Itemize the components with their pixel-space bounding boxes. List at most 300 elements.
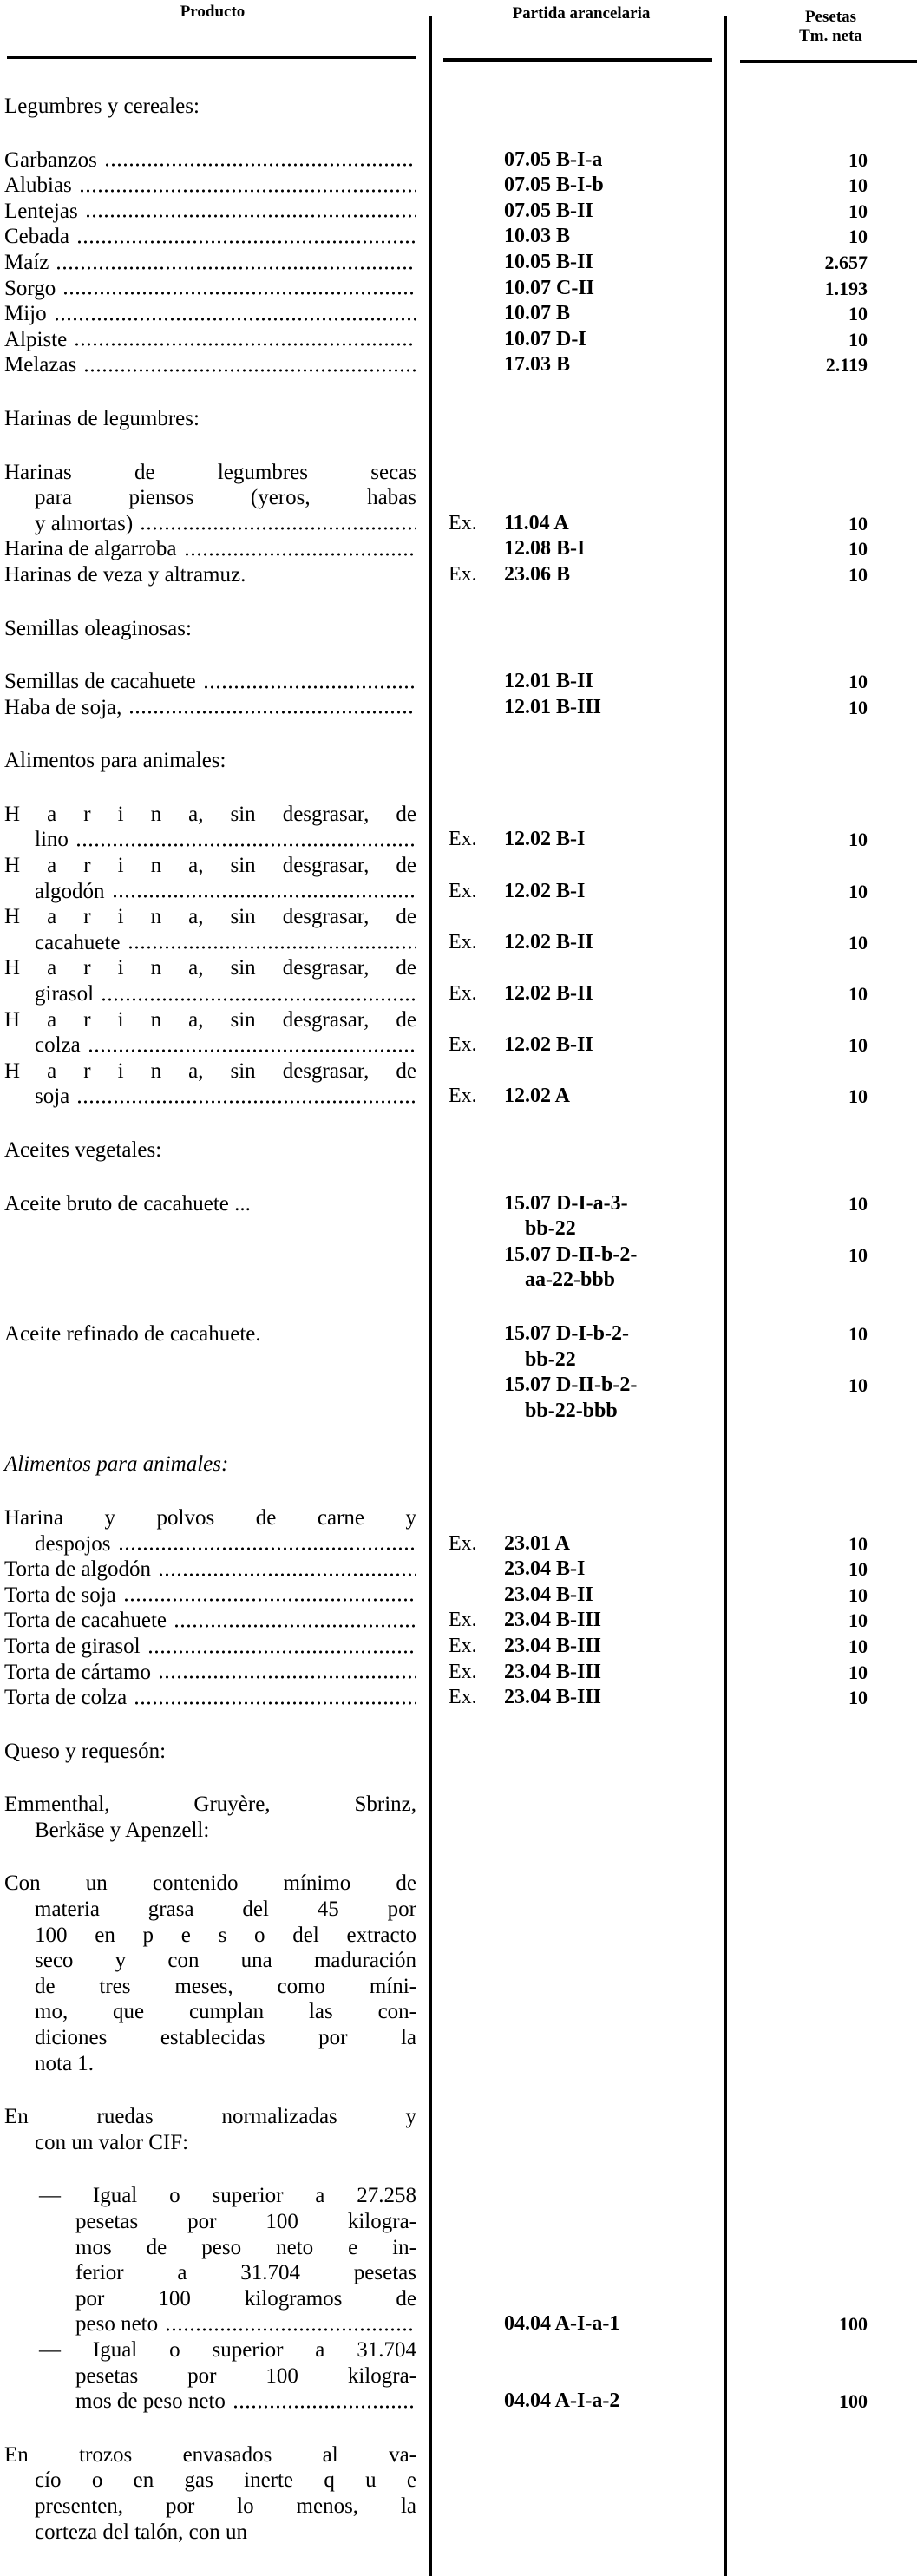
tariff-code-line (449, 511, 724, 537)
tariff-code-cell (416, 853, 724, 904)
tariff-code: 12.01 B-II (504, 670, 593, 693)
product-line (4, 224, 416, 250)
pesetas-value: 10 (848, 880, 868, 902)
table-row (0, 562, 917, 588)
section-heading: Harinas de legumbres: (4, 406, 200, 430)
product-line: pesetas por 100 kilogra- (75, 2210, 416, 2233)
tariff-code-cell (416, 802, 724, 853)
table-row (0, 955, 917, 1006)
product-line: 100 en p e s o del extracto (35, 1923, 416, 1947)
pesetas-cell (724, 1685, 868, 1711)
ex-prefix: Ex. (449, 1660, 477, 1683)
tariff-code-line (449, 224, 724, 250)
product-cell (0, 1557, 416, 1583)
tariff-code-line (449, 250, 724, 276)
pesetas-value: 10 (848, 538, 868, 560)
tariff-code: bb-22 (525, 1217, 576, 1241)
pesetas-cell (724, 2337, 868, 2415)
tariff-code: 07.05 B-II (504, 199, 593, 222)
table-row (0, 802, 917, 853)
product-cell (0, 853, 416, 904)
pesetas-value: 10 (848, 1558, 868, 1581)
entry-group (0, 2183, 917, 2414)
table-row (0, 301, 917, 327)
tariff-code-line (449, 669, 724, 695)
product-line: Con un contenido mínimo de (4, 1871, 416, 1896)
dot-leader (54, 301, 416, 327)
tariff-code-cell (416, 1685, 724, 1711)
product-text: Torta de algodón (4, 1557, 152, 1582)
table-body (0, 94, 917, 2545)
pesetas-cell (724, 1792, 868, 1843)
tariff-code-cell (416, 352, 724, 378)
dot-leader (134, 1685, 416, 1711)
ex-prefix: Ex. (449, 1085, 477, 1108)
pesetas-value: 10 (848, 303, 868, 325)
pesetas-value: 10 (848, 512, 868, 534)
product-line (4, 981, 416, 1007)
pesetas-value: 1.193 (824, 277, 868, 299)
pesetas-value: 10 (848, 1583, 868, 1606)
table-row (0, 1191, 917, 1294)
table-row (0, 173, 917, 199)
tariff-code: bb-22 (525, 1347, 576, 1371)
product-cell (0, 1059, 416, 1110)
tariff-code-cell (416, 1583, 724, 1609)
table-row (0, 669, 917, 695)
product-text: Torta de cártamo (4, 1660, 151, 1684)
pesetas-cell (724, 562, 868, 588)
tariff-code: 23.04 B-III (504, 1686, 602, 1709)
product-line (4, 199, 416, 225)
product-line: con un valor CIF: (35, 2130, 189, 2154)
pesetas-cell (724, 955, 868, 1006)
ex-prefix: Ex. (449, 1531, 477, 1555)
dot-leader (76, 224, 416, 250)
tariff-code: 12.02 B-I (504, 879, 586, 902)
tariff-code: 04.04 A-I-a-2 (504, 2389, 620, 2413)
dot-leader (128, 695, 416, 721)
pesetas-cell (724, 460, 868, 537)
dot-leader (123, 1583, 416, 1609)
product-cell (0, 276, 416, 302)
product-cell (0, 562, 416, 588)
pesetas-cell (724, 301, 868, 327)
tariff-code-cell (416, 301, 724, 327)
pesetas-value: 10 (848, 983, 868, 1006)
product-text: Cebada (4, 225, 69, 249)
product-cell (0, 327, 416, 353)
header-rule-1 (7, 56, 416, 59)
table-row (0, 695, 917, 721)
ex-prefix: Ex. (449, 1634, 477, 1657)
pesetas-value: 10 (848, 1635, 868, 1657)
tariff-code-line (449, 1608, 724, 1634)
product-line: ferior a 31.704 pesetas (75, 2261, 416, 2285)
tariff-code-cell (416, 2183, 724, 2337)
tariff-code-line (449, 1084, 724, 1110)
tariff-code-cell (416, 695, 724, 721)
table-row (0, 2104, 917, 2155)
product-cell (0, 1007, 416, 1059)
product-cell (0, 147, 416, 174)
pesetas-value: 10 (848, 829, 868, 851)
tariff-code: 12.02 B-I (504, 828, 586, 851)
dot-leader (74, 327, 416, 353)
pesetas-cell (724, 224, 868, 250)
dot-leader (83, 352, 416, 378)
tariff-code: 23.01 A (504, 1531, 571, 1555)
tariff-code-cell (416, 1792, 724, 1843)
tariff-code-line (449, 1321, 724, 1347)
table-row (0, 2183, 917, 2337)
product-line: cío o en gas inerte q u e (35, 2468, 416, 2493)
tariff-code: 23.04 B-I (504, 1557, 586, 1581)
tariff-code-cell (416, 1321, 724, 1424)
product-cell (0, 536, 416, 562)
product-line (4, 1531, 416, 1557)
dot-leader (174, 1608, 416, 1634)
tariff-code-line (449, 536, 724, 562)
tariff-code-line (449, 1660, 724, 1686)
tariff-code-line (449, 327, 724, 353)
table-row (0, 327, 917, 353)
entry-group (0, 802, 917, 1110)
table-header (0, 0, 917, 66)
product-line: H a r i n a, sin desgrasar, de (4, 854, 416, 878)
tariff-code: 23.04 B-II (504, 1583, 593, 1606)
product-line (4, 511, 416, 537)
product-line (4, 669, 416, 695)
pesetas-value: 10 (848, 1661, 868, 1683)
tariff-code-cell (416, 460, 724, 537)
tariff-code: 10.05 B-II (504, 250, 593, 273)
product-text: Alpiste (4, 327, 68, 351)
tariff-code: 11.04 A (504, 511, 569, 534)
product-cell (0, 1321, 416, 1424)
product-text: Lentejas (4, 199, 78, 223)
dot-leader (233, 2389, 416, 2415)
tariff-code-line (449, 695, 724, 721)
dot-leader (184, 536, 417, 562)
tariff-code: aa-22-bbb (525, 1268, 616, 1292)
product-line: diciones establecidas por la (35, 2026, 416, 2050)
entry-group (0, 1792, 917, 1843)
tariff-code-line (449, 1557, 724, 1583)
product-line (4, 1685, 416, 1711)
pesetas-value: 10 (848, 174, 868, 197)
product-line: H a r i n a, sin desgrasar, de (4, 905, 416, 929)
entry-group (0, 2442, 917, 2545)
pesetas-cell (724, 1505, 868, 1557)
table-row (0, 1634, 917, 1660)
tariff-code-line (449, 173, 724, 199)
header-rule-3 (740, 60, 917, 63)
tariff-code: 10.07 B (504, 302, 571, 325)
product-cell (0, 460, 416, 537)
product-line (4, 352, 416, 378)
table-row (0, 1685, 917, 1711)
product-text: Garbanzos (4, 147, 97, 172)
product-cell (0, 1685, 416, 1711)
pesetas-cell (724, 2442, 868, 2545)
tariff-code-line (449, 1399, 724, 1425)
tariff-code-cell (416, 250, 724, 276)
ex-prefix: Ex. (449, 828, 477, 851)
tariff-code: 10.07 D-I (504, 327, 586, 351)
table-row (0, 199, 917, 225)
product-text: Torta de girasol (4, 1634, 141, 1658)
table-row (0, 1792, 917, 1843)
product-line: En trozos envasados al va- (4, 2442, 416, 2467)
pesetas-cell (724, 1871, 868, 2076)
dot-leader (79, 173, 416, 199)
pesetas-cell (724, 1321, 868, 1424)
tariff-code-cell (416, 199, 724, 225)
entry-group (0, 1191, 917, 1294)
product-cell (0, 1792, 416, 1843)
product-line (4, 1583, 416, 1609)
product-line (4, 1557, 416, 1583)
pesetas-value: 10 (848, 1192, 868, 1215)
dot-leader (56, 250, 416, 276)
pesetas-value: 10 (848, 200, 868, 222)
product-line: Harinas de legumbres secas (4, 460, 416, 484)
product-text: Torta de soja (4, 1583, 116, 1607)
pesetas-value: 10 (848, 1609, 868, 1632)
product-line (4, 930, 416, 956)
dot-leader (203, 669, 416, 695)
pesetas-cell (724, 147, 868, 174)
pesetas-value: 10 (848, 1085, 868, 1108)
product-cell (0, 2442, 416, 2545)
table-row (0, 1583, 917, 1609)
tariff-code: 12.02 B-II (504, 930, 593, 954)
pesetas-cell (724, 173, 868, 199)
tariff-code-line (449, 879, 724, 905)
pesetas-cell (724, 904, 868, 955)
dot-leader (147, 1634, 416, 1660)
tariff-code-cell (416, 1634, 724, 1660)
table-row (0, 147, 917, 174)
product-line: Aceite bruto de cacahuete ... (4, 1191, 251, 1216)
pesetas-value: 2.657 (824, 251, 868, 273)
tariff-code: 15.07 D-I-b-2- (504, 1321, 629, 1345)
tariff-code: 12.02 B-II (504, 1033, 593, 1057)
entry-group (0, 1871, 917, 2076)
tariff-code-line (449, 2389, 724, 2415)
product-line (4, 827, 416, 853)
product-line (4, 879, 416, 905)
ex-prefix: Ex. (449, 1033, 477, 1057)
dot-leader (140, 511, 416, 537)
product-line (4, 147, 416, 174)
product-line: H a r i n a, sin desgrasar, de (4, 1059, 416, 1083)
pesetas-value: 10 (848, 1243, 868, 1266)
tariff-code-line (449, 1531, 724, 1557)
tariff-code-line (449, 1242, 724, 1268)
tariff-code-line (449, 1634, 724, 1660)
tariff-code-cell (416, 2337, 724, 2415)
product-line: mos de peso neto e in- (75, 2235, 416, 2259)
pesetas-cell (724, 327, 868, 353)
table-row (0, 1059, 917, 1110)
section-heading: Aceites vegetales: (4, 1138, 162, 1162)
tariff-code-line (449, 981, 724, 1007)
tariff-code: 15.07 D-II-b-2- (504, 1242, 638, 1266)
ex-prefix: Ex. (449, 982, 477, 1006)
entry-group (0, 2104, 917, 2155)
product-line: H a r i n a, sin desgrasar, de (4, 956, 416, 980)
dot-leader (112, 879, 416, 905)
entry-group (0, 147, 917, 378)
product-cell (0, 1634, 416, 1660)
tariff-code-line (449, 276, 724, 302)
table-row (0, 1321, 917, 1424)
product-line: pesetas por 100 kilogra- (75, 2363, 416, 2388)
tariff-code-cell (416, 1007, 724, 1059)
ex-prefix: Ex. (449, 562, 477, 586)
product-text: peso neto (75, 2312, 159, 2337)
dot-leader (158, 1660, 416, 1686)
product-line: — Igual o superior a 27.258 (39, 2184, 416, 2208)
ex-prefix: Ex. (449, 511, 477, 534)
product-line: de tres meses, como míni- (35, 1974, 416, 1998)
tariff-code-line (449, 562, 724, 588)
product-line: — Igual o superior a 31.704 (39, 2338, 416, 2362)
product-cell (0, 250, 416, 276)
entry-group (0, 1505, 917, 1711)
pesetas-value: 10 (848, 696, 868, 718)
ex-prefix: Ex. (449, 879, 477, 902)
dot-leader (62, 276, 416, 302)
header-tm-neta: Tm. neta (799, 27, 862, 45)
pesetas-value: 2.119 (825, 354, 868, 377)
tariff-code-cell (416, 173, 724, 199)
product-line (4, 2389, 416, 2415)
dot-leader (104, 147, 416, 174)
product-cell (0, 1871, 416, 2076)
product-cell (0, 1608, 416, 1634)
pesetas-cell (724, 1660, 868, 1686)
product-line: Harina y polvos de carne y (4, 1505, 416, 1530)
tariff-code: 12.02 B-II (504, 982, 593, 1006)
dot-leader (76, 1084, 416, 1110)
pesetas-value: 10 (848, 1532, 868, 1555)
entry-group (0, 669, 917, 720)
table-row (0, 250, 917, 276)
entry-group (0, 1321, 917, 1424)
product-line: corteza del talón, con un (35, 2520, 248, 2544)
dot-leader (118, 1531, 417, 1557)
product-line (4, 301, 416, 327)
ex-prefix: Ex. (449, 1686, 477, 1709)
product-cell (0, 173, 416, 199)
tariff-code-line (449, 1373, 724, 1399)
product-cell (0, 301, 416, 327)
pesetas-cell (724, 853, 868, 904)
tariff-code-cell (416, 955, 724, 1006)
product-line: H a r i n a, sin desgrasar, de (4, 1007, 416, 1032)
product-line: Aceite refinado de cacahuete. (4, 1321, 261, 1346)
tariff-code: 12.02 A (504, 1085, 571, 1108)
pesetas-cell (724, 199, 868, 225)
product-line (4, 1084, 416, 1110)
header-producto: Producto (180, 3, 246, 21)
tariff-code-cell (416, 147, 724, 174)
product-cell (0, 1583, 416, 1609)
product-line (4, 695, 416, 721)
tariff-code-cell (416, 1660, 724, 1686)
table-row (0, 1660, 917, 1686)
tariff-code: 10.03 B (504, 225, 571, 248)
section-heading: Alimentos para animales: (4, 749, 226, 773)
tariff-code-cell (416, 562, 724, 588)
product-text: Semillas de cacahuete (4, 670, 196, 694)
product-text: Sorgo (4, 276, 56, 300)
section-heading: Semillas oleaginosas: (4, 616, 192, 640)
table-row (0, 1007, 917, 1059)
pesetas-cell (724, 1608, 868, 1634)
tariff-code: 07.05 B-I-a (504, 147, 603, 171)
table-row (0, 352, 917, 378)
tariff-code-line (449, 1032, 724, 1059)
table-row (0, 224, 917, 250)
tariff-code-line (449, 147, 724, 174)
tariff-code: 15.07 D-I-a-3- (504, 1191, 628, 1215)
tariff-code: bb-22-bbb (525, 1399, 618, 1422)
product-cell (0, 955, 416, 1006)
tariff-code-cell (416, 536, 724, 562)
table-row (0, 276, 917, 302)
tariff-code: 10.07 C-II (504, 276, 595, 299)
pesetas-value: 10 (848, 148, 868, 171)
product-cell (0, 224, 416, 250)
product-text: Melazas (4, 353, 77, 377)
pesetas-cell (724, 250, 868, 276)
section-heading: Legumbres y cereales: (4, 95, 200, 118)
product-line (4, 250, 416, 276)
product-text: despojos (35, 1531, 111, 1556)
ex-prefix: Ex. (449, 930, 477, 954)
tariff-code-cell (416, 2104, 724, 2155)
dot-leader (165, 2311, 416, 2337)
tariff-code-line (449, 1685, 724, 1711)
product-line (4, 327, 416, 353)
pesetas-value: 10 (848, 328, 868, 351)
product-line: para piensos (yeros, habas (35, 486, 416, 510)
pesetas-value: 100 (839, 2390, 868, 2413)
table-row (0, 1871, 917, 2076)
pesetas-cell (724, 2104, 868, 2155)
product-text: y almortas) (35, 511, 134, 535)
product-text: Torta de cacahuete (4, 1609, 167, 1633)
product-cell (0, 669, 416, 695)
product-text: Alubias (4, 174, 72, 198)
pesetas-cell (724, 2183, 868, 2337)
pesetas-cell (724, 1634, 868, 1660)
dot-leader (75, 827, 416, 853)
pesetas-value: 10 (848, 1034, 868, 1057)
table-row (0, 1608, 917, 1634)
product-cell (0, 904, 416, 955)
pesetas-value: 10 (848, 1374, 868, 1397)
product-cell (0, 2104, 416, 2155)
header-partida: Partida arancelaria (512, 4, 651, 23)
product-line (4, 173, 416, 199)
product-cell (0, 2183, 416, 2337)
dot-leader (101, 981, 416, 1007)
